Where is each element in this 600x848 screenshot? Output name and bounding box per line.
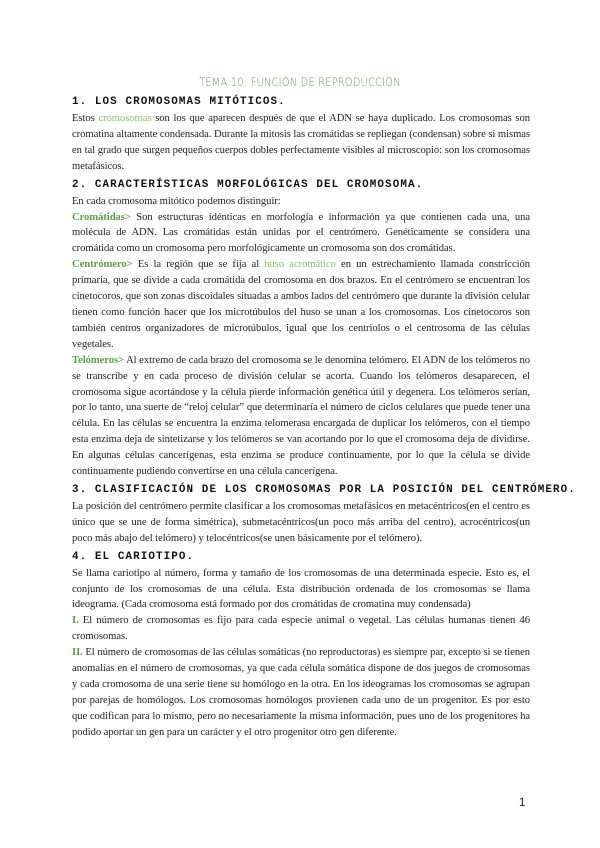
section-1-paragraph xyxy=(72,111,530,175)
text-run: Son estructuras idénticas en morfología e información ya que contienen cada una, una molécula de ADN. Las cromátidas están unidas por el centrómero. Genéticamente se considera una cromátida como un cromosoma pero morfológicamente un cromosoma son dos cromátidas. xyxy=(72,211,530,255)
document-title: TEMA 10: FUNCIÓN DE REPRODUCCIÓN xyxy=(199,76,401,89)
term-huso-acromatico: huso acromático xyxy=(264,259,336,271)
document-body xyxy=(72,92,576,741)
term-cromosomas: cromosomas xyxy=(98,113,152,124)
section-3-heading: 3. CLASIFICACIÓN DE LOS CROMOSOMAS POR LA POSICIÓN DEL CENTRÓMERO. xyxy=(72,483,576,496)
section-4-intro: Se llama cariotipo al número, forma y tamaño de los cromosomas de una determinada especie. Esto es, el conjunto de los cromosomas de una célula. Esta distribución ordenada de los cromosomas se llama ideograma. (Cada cromosoma está formado por dos cromátidas de cromatina muy condensada) xyxy=(72,567,530,611)
text-run: son los que aparecen después de que el ADN se haya duplicado. Los cromosomas son cromatina altamente condensada. Durante la mitosis las cromátidas se repliegan (condensan) sobre sí mismas en tal grado que surgen pequeños cuerpos dobles perfectamente visibles al microscopio: son los cromosomas metafásicos. xyxy=(72,113,530,172)
text-run: Es la región que se fija al xyxy=(132,259,265,271)
cariotipo-point-2 xyxy=(72,645,530,740)
roman-marker-ii: II. xyxy=(72,647,83,659)
term-telomeros: Telómeros> xyxy=(72,354,125,366)
term-centromero: Centrómero> xyxy=(72,259,133,271)
section-2-heading: 2. CARACTERÍSTICAS MORFOLÓGICAS DEL CROMOSOMA. xyxy=(72,178,424,191)
section-3-paragraph: La posición del centrómero permite clasificar a los cromosomas metafásicos en metacéntricos(en el centro es único que se une de forma simétrica), submetacéntricos(un poco más arriba del centro), acrocéntricos(un poco más abajo del telómero) y telocéntricos(se unen básicamente por el telómero). xyxy=(72,500,530,544)
page-number: 1 xyxy=(519,797,526,809)
text-run: Estos xyxy=(72,113,99,124)
text-run: en un estrechamiento llamada constricción primaria, que se divide a cada cromátida del cromosoma en dos brazos. En el centrómero se encuentran los cinetocoros, que son zonas discoidales situadas a ambos lados del centrómero que durante la división celular tienen como función hacer que los microtúbulos del huso se unan a los cromosomas. Los cinetocoros son también centros organizadores de microtúbulos, igual que los centriolos o el centrosoma de las células vegetales. xyxy=(72,259,530,350)
text-run: Al extremo de cada brazo del cromosoma se le denomina telómero. El ADN de los telómeros no se transcribe y en cada proceso de división celular se acorta. Cuando los telómeros desaparecen, el cromosoma sigue acortándose y la célula pierde información genética útil y degenera. Los telómeros serían, por lo tanto, una suerte de “reloj celular” que determinaría el número de ciclos celulares que puede tener una célula. En las células se encuentra la enzima telomerasa encargada de duplicar los telómeros, con el tiempo esta enzima deja de sintetizarse y los telómeros se van acortando por lo que el cromosoma deja de dividirse. En algunas células cancerígenas, esta enzima se produce continuamente, por lo que la célula se divide continuamente pudiendo convertirse en una célula cancerígena. xyxy=(72,354,530,478)
text-run: El número de cromosomas de las células somáticas (no reproductoras) es siempre par, excepto si se tienen anomalías en el número de cromosomas, ya que cada célula somática dispone de dos juegos de cromosomas y cada cromosoma de una serie tiene su homólogo en la otra. En los ideogramas los cromosomas se agrupan por parejas de homólogos. Los cromosomas homólogos provienen cada uno de un progenitor. Es por esto que codifican para lo mismo, pero no necesariamente la misma información, pues uno de los progenitores ha podido aportar un gen para un carácter y el otro progenitor otro gen diferente. xyxy=(72,647,530,738)
cariotipo-point-1 xyxy=(72,613,530,645)
section-1-heading: 1. LOS CROMOSOMAS MITÓTICOS. xyxy=(72,96,286,108)
section-2-intro: En cada cromosoma mitótico podemos distinguir: xyxy=(72,195,281,207)
centromero-paragraph xyxy=(72,257,530,352)
text-run: El número de cromosomas es fijo para cada especie animal o vegetal. Las células humanas tienen 46 cromosomas. xyxy=(72,615,530,643)
cromatidas-paragraph xyxy=(72,210,530,258)
term-cromatidas: Cromátidas> xyxy=(72,211,131,223)
section-4-heading: 4. EL CARIOTIPO. xyxy=(72,550,195,563)
roman-marker-i: I. xyxy=(72,615,79,627)
telomeros-paragraph xyxy=(72,353,530,480)
